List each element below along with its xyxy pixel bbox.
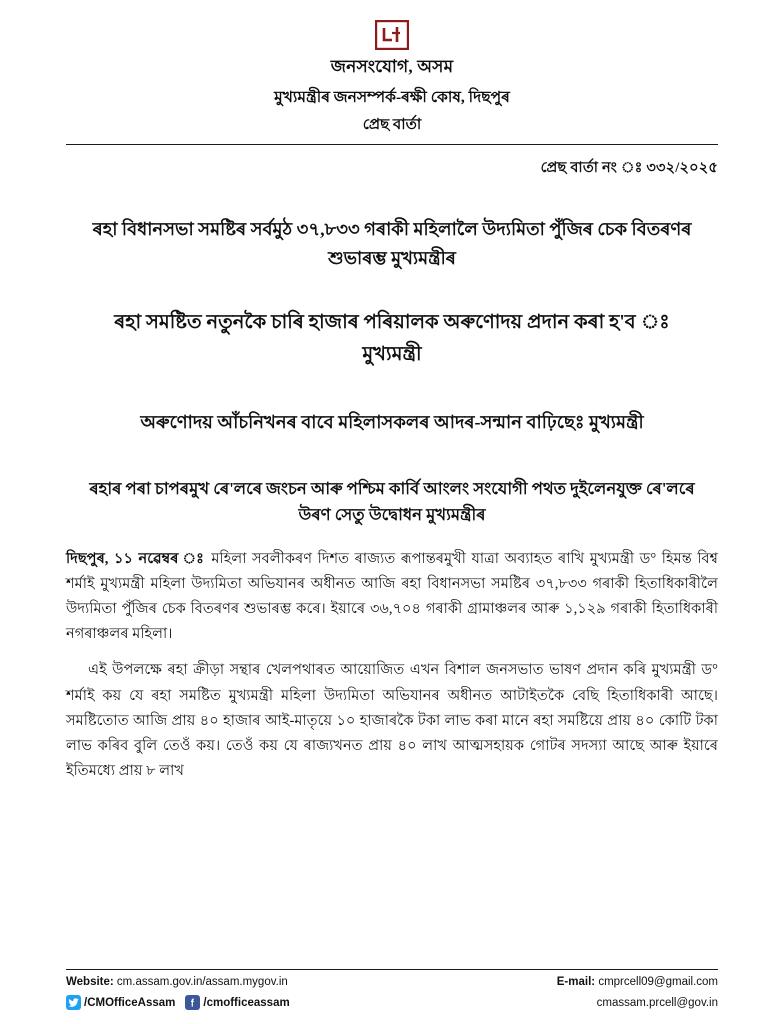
email-value-secondary[interactable]: cmassam.prcell@gov.in xyxy=(596,997,718,1009)
facebook-link[interactable] xyxy=(185,995,289,1010)
website-label: Website: xyxy=(66,976,114,988)
twitter-handle: /CMOfficeAssam xyxy=(84,996,176,1009)
twitter-link[interactable] xyxy=(66,995,175,1010)
body-text xyxy=(66,547,718,784)
footer-right xyxy=(557,976,718,1009)
press-release-word: প্ৰেছ বাৰ্তা xyxy=(362,117,422,133)
facebook-icon xyxy=(185,995,200,1010)
organization-subtitle: মুখ্যমন্ত্ৰীৰ জনসম্পৰ্ক-ৰক্ষী কোষ, দিছপুৰ xyxy=(274,89,510,106)
headline-secondary: ৰহা সমষ্টিত নতুনকৈ চাৰি হাজাৰ পৰিয়ালক অৰুণোদয় প্ৰদান কৰা হ'ব ঃ মুখ্যমন্ত্ৰী xyxy=(114,312,670,365)
release-number: প্ৰেছ বাৰ্তা নং ঃ ৩৩২/২০২৫ xyxy=(540,160,718,176)
email-label: E-mail: xyxy=(556,976,596,988)
footer-left xyxy=(66,976,300,1010)
footer-divider xyxy=(66,969,718,970)
organization-name: জনসংযোগ, অসম xyxy=(330,57,454,76)
header-divider xyxy=(66,144,718,145)
email-value[interactable]: cmprcell09@gmail.com xyxy=(598,976,718,988)
paragraph-1-text: মহিলা সবলীকৰণ দিশত ৰাজ্যত ৰূপান্তৰমুখী যাত্ৰা অব্যাহত ৰাখি মুখ্যমন্ত্ৰী ড° হিমন্ত বিশ্ব শৰ্মাই মুখ্যমন্ত্ৰী মহিলা উদ্যমিতা অভিযানৰ অধীনত আজি ৰহা বিধানসভা সমষ্টিৰ ৩৭,৮৩৩ গৰাকী হিতাধিকাৰীলৈ উদ্যমিতা পুঁজিৰ চেক বিতৰণৰ শুভাৰম্ভ কৰে। ইয়াৰে ৩৬,৭০৪ গৰাকী গ্ৰামাঞ্চলৰ আৰু ১,১২৯ গৰাকী হিতাধিকাৰী নগৰাঞ্চলৰ মহিলা। xyxy=(66,551,718,643)
masthead xyxy=(66,14,718,145)
social-links xyxy=(66,995,300,1010)
paragraph-2: এই উপলক্ষে ৰহা ক্ৰীড়া সন্থাৰ খেলপথাৰত আয়োজিত এখন বিশাল জনসভাত ভাষণ প্ৰদান কৰি মুখ্যমন্ত্ৰী ড° শৰ্মাই কয় যে ৰহা সমষ্টিত মুখ্যমন্ত্ৰী মহিলা উদ্যমিতা অভিযানৰ অধীনত আটাইতকৈ বেছি হিতাধিকাৰী আছে। সমষ্টিতোত আজি প্ৰায় ৪০ হাজাৰ আই-মাতৃয়ে ১০ হাজাৰকৈ টকা লাভ কৰা মানে ৰহা সমষ্টিয়ে প্ৰায় ৪০ কোটি টকা লাভ কৰিব বুলি তেওঁ কয়। তেওঁ কয় যে ৰাজ্যখনত প্ৰায় ৪০ লাখ আত্মসহায়ক গোটৰ সদস্যা আছে আৰু ইয়াৰে ইতিমধ্যে প্ৰায় ৮ লাখ xyxy=(66,662,718,779)
facebook-handle: /cmofficeassam xyxy=(203,996,290,1009)
twitter-icon xyxy=(66,995,81,1010)
dateline: দিছপুৰ, ১১ নৱেম্বৰ ঃ xyxy=(66,551,206,568)
website-line xyxy=(66,976,300,988)
footer xyxy=(66,969,718,1010)
headline-primary: ৰহা বিধানসভা সমষ্টিৰ সৰ্বমুঠ ৩৭,৮৩৩ গৰাকী মহিলালৈ উদ্যমিতা পুঁজিৰ চেক বিতৰণৰ শুভাৰম্ভ মুখ্যমন্ত্ৰীৰ xyxy=(92,219,692,269)
headline-tertiary: অৰুণোদয় আঁচনিখনৰ বাবে মহিলাসকলৰ আদৰ-সন্মান বাঢ়িছেঃ মুখ্যমন্ত্ৰী xyxy=(140,412,644,433)
emblem-logo xyxy=(375,20,409,50)
headline-quaternary: ৰহাৰ পৰা চাপৰমুখ ৰে'লৰে জংচন আৰু পশ্চিম কাৰ্বি আংলং সংযোগী পথত দুইলেনযুক্ত ৰে'লৰে উৰণ সেতু উদ্বোধন মুখ্যমন্ত্ৰীৰ xyxy=(89,478,695,525)
headline-block xyxy=(66,215,718,529)
email-line xyxy=(557,976,718,988)
paragraph-1 xyxy=(66,547,718,647)
website-value[interactable]: cm.assam.gov.in/assam.mygov.in xyxy=(116,976,288,988)
